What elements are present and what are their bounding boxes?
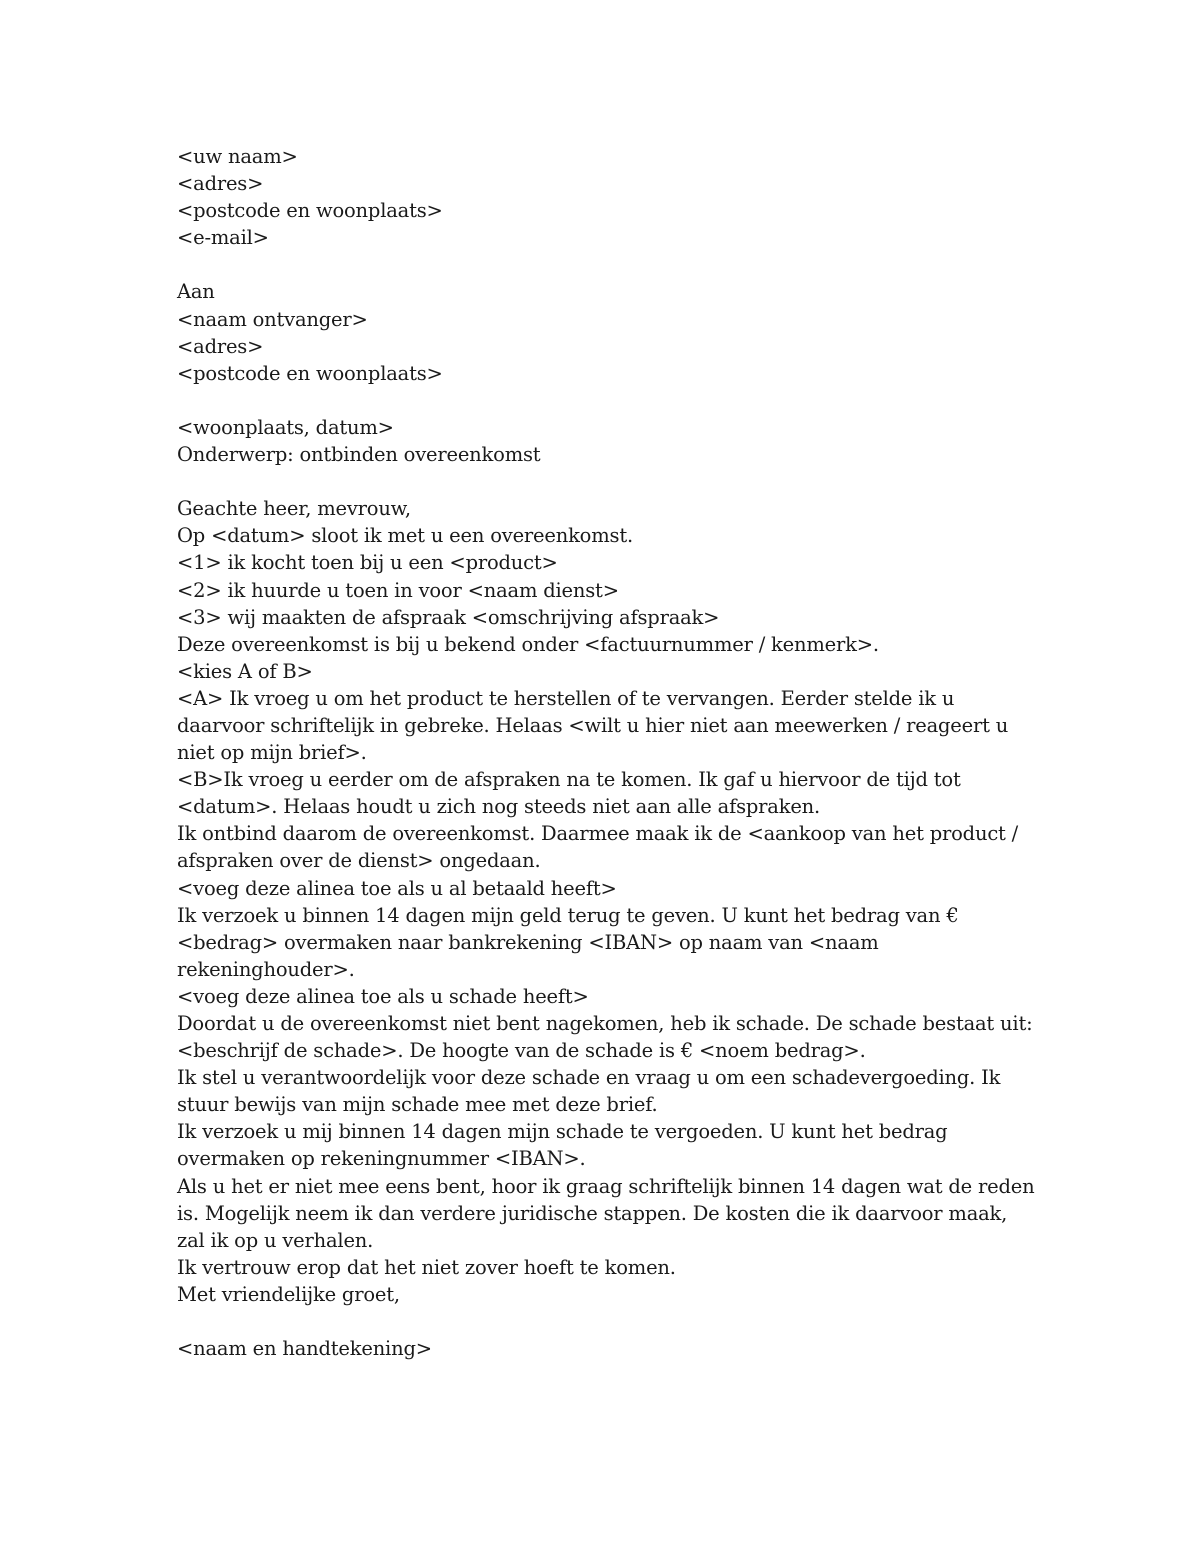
recipient-address: <adres>: [177, 334, 264, 358]
option-a-paragraph: <A> Ik vroeg u om het product te herstellen of te vervangen. Eerder stelde ik u daarvoor schriftelijk in gebreke. Helaas <wilt u hier niet aan meewerken / reageert u niet op mijn brief>.: [177, 686, 1015, 765]
salutation: Geachte heer, mevrouw,: [177, 497, 411, 521]
damage-paragraph: Doordat u de overeenkomst niet bent nagekomen, heb ik schade. De schade bestaat uit:<beschrijf de schade>. De hoogte van de schade is € <noem bedrag>.: [177, 1012, 1033, 1063]
choose-instruction: <kies A of B>: [177, 659, 313, 683]
spacer: [177, 251, 1037, 278]
sender-name: <uw naam>: [177, 145, 298, 168]
spacer: [177, 1308, 1037, 1335]
option-1: <1> ik kocht toen bij u een <product>: [177, 551, 558, 575]
intro-paragraph: Op <datum> sloot ik met u een overeenkomst.: [177, 524, 633, 548]
refund-paragraph: Ik verzoek u binnen 14 dagen mijn geld terug te geven. U kunt het bedrag van € <bedrag> overmaken naar bankrekening <IBAN> op naam van <naam rekeninghouder>.: [177, 903, 965, 981]
recipient-name: <naam ontvanger>: [177, 307, 368, 331]
sender-postcode-city: <postcode en woonplaats>: [177, 199, 443, 223]
trust-paragraph: Ik vertrouw erop dat het niet zover hoeft te komen.: [177, 1255, 676, 1279]
known-as-paragraph: Deze overeenkomst is bij u bekend onder <factuurnummer / kenmerk>.: [177, 632, 879, 656]
dissolve-paragraph: Ik ontbind daarom de overeenkomst. Daarmee maak ik de <aankoop van het product / afspraken over de dienst> ongedaan.: [177, 822, 1025, 873]
option-b-paragraph: <B>Ik vroeg u eerder om de afspraken na te komen. Ik gaf u hiervoor de tijd tot <datum>. Helaas houdt u zich nog steeds niet aan alle afspraken.: [177, 768, 967, 819]
liable-paragraph: Ik stel u verantwoordelijk voor deze schade en vraag u om een schadevergoeding. Ik stuur bewijs van mijn schade mee met deze brief.: [177, 1066, 1007, 1117]
recipient-to: Aan: [177, 280, 215, 304]
note-paid: <voeg deze alinea toe als u al betaald heeft>: [177, 876, 617, 900]
sender-email: <e-mail>: [177, 226, 269, 250]
signature-placeholder: <naam en handtekening>: [177, 1337, 432, 1361]
subject-line: Onderwerp: ontbinden overeenkomst: [177, 443, 541, 467]
disagree-paragraph: Als u het er niet mee eens bent, hoor ik graag schriftelijk binnen 14 dagen wat de reden is. Mogelijk neem ik dan verdere juridische stappen. De kosten die ik daarvoor maak, zal ik op u verhalen.: [177, 1174, 1041, 1252]
spacer: [177, 468, 1037, 495]
letter-body: [177, 143, 1041, 1362]
closing: Met vriendelijke groet,: [177, 1282, 400, 1306]
compensate-paragraph: Ik verzoek u mij binnen 14 dagen mijn schade te vergoeden. U kunt het bedrag overmaken op rekeningnummer <IBAN>.: [177, 1120, 954, 1171]
sender-address: <adres>: [177, 172, 264, 196]
spacer: [177, 387, 1037, 414]
note-damage: <voeg deze alinea toe als u schade heeft>: [177, 984, 589, 1008]
option-2: <2> ik huurde u toen in voor <naam dienst>: [177, 578, 619, 602]
option-3: <3> wij maakten de afspraak <omschrijving afspraak>: [177, 605, 720, 629]
recipient-postcode-city: <postcode en woonplaats>: [177, 361, 443, 385]
place-date: <woonplaats, datum>: [177, 415, 394, 439]
